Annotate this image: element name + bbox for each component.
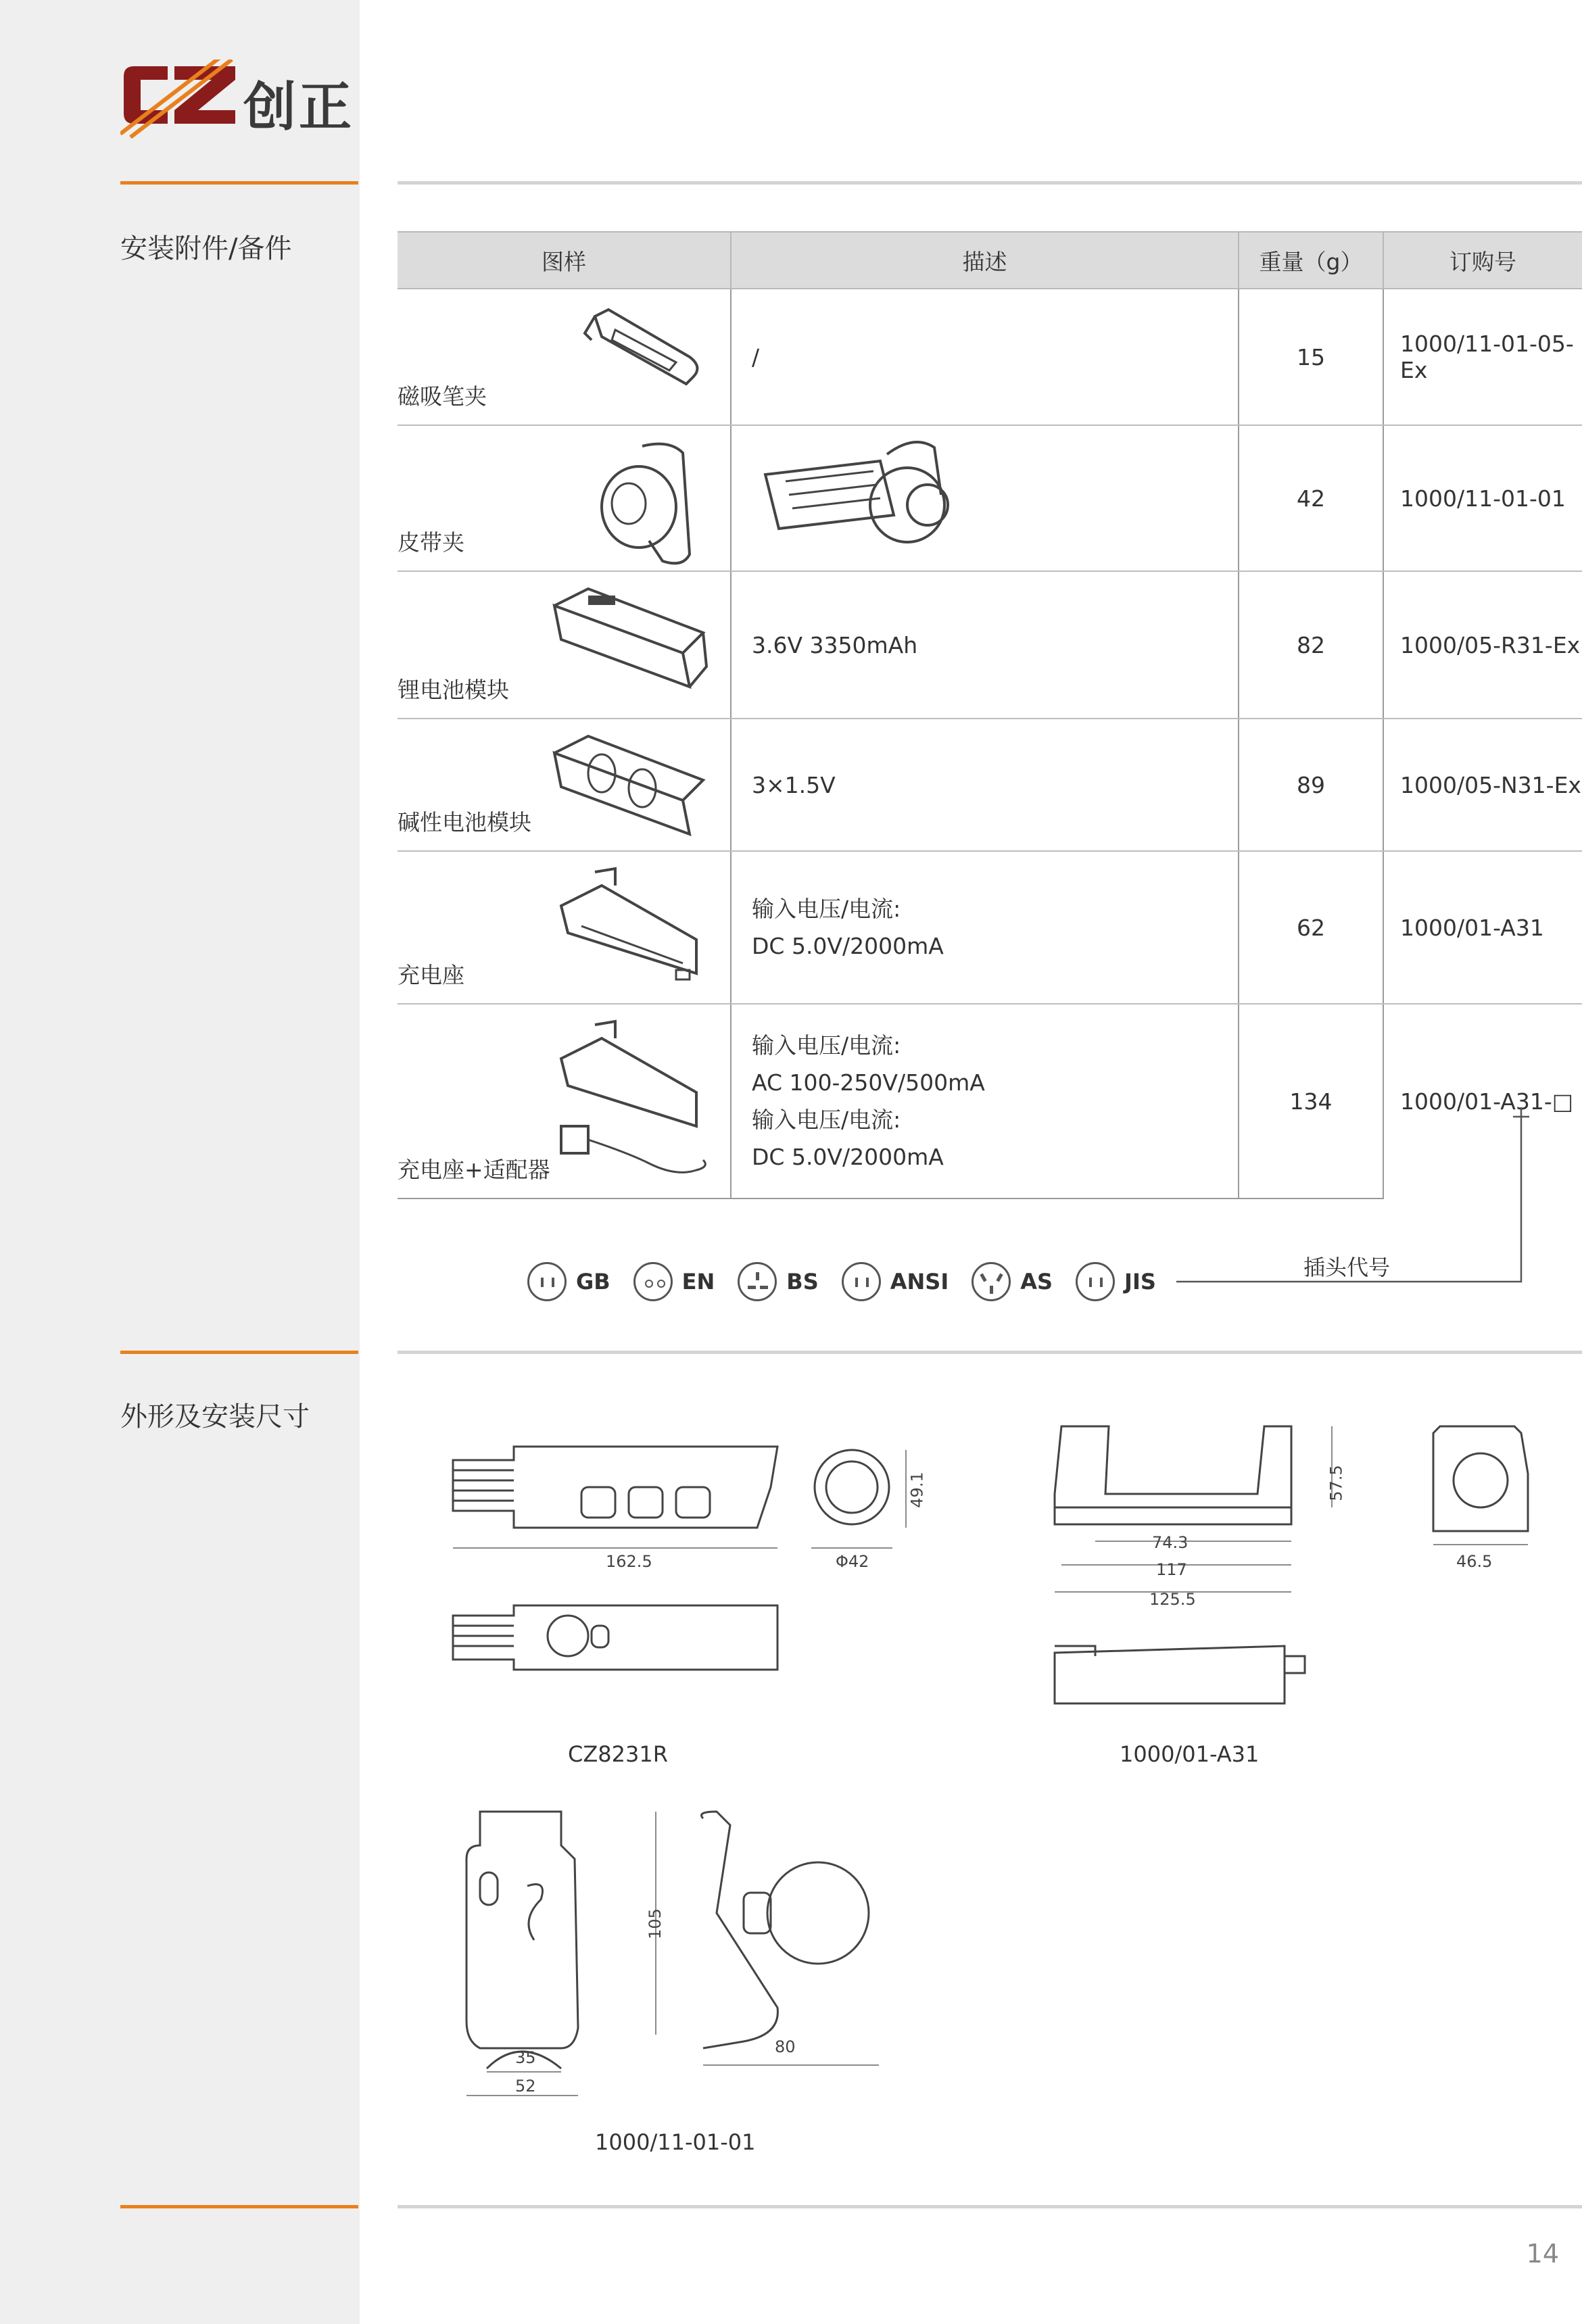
gb-plug-icon [527, 1262, 567, 1301]
item-name: 充电座+适配器 [398, 1157, 550, 1183]
order-number-cell: 1000/01-A31-□ [1383, 1004, 1582, 1199]
dim-label: 105 [645, 1908, 665, 1939]
belt-clip-drawing [460, 1805, 892, 2123]
plug-en [633, 1262, 715, 1301]
weight-cell: 89 [1239, 719, 1383, 851]
item-name: 碱性电池模块 [398, 809, 531, 836]
plug-gb [527, 1262, 610, 1301]
page-number: 14 [1526, 2239, 1559, 2269]
ansi-plug-icon [842, 1262, 881, 1301]
dimensions-section-title: 外形及安装尺寸 [120, 1401, 310, 1432]
left-sidebar [0, 0, 360, 2324]
plug-code-label: BS [786, 1269, 819, 1294]
plug-code-label: EN [681, 1269, 715, 1294]
dim-label: Φ42 [836, 1552, 869, 1571]
plug-code-list [527, 1255, 1179, 1309]
picture-cell [398, 571, 731, 719]
plug-code-label: GB [576, 1269, 610, 1294]
plug-code-caption: 插头代号 [1303, 1255, 1391, 1280]
en-plug-icon [633, 1262, 673, 1301]
desc-line: 输入电压/电流: [752, 1107, 901, 1133]
order-number-cell: 1000/01-A31 [1383, 851, 1582, 1004]
weight-cell: 62 [1239, 851, 1383, 1004]
desc-line: DC 5.0V/2000mA [752, 1144, 944, 1170]
desc-line: / [752, 343, 760, 370]
table-row [398, 571, 1582, 719]
dim-label: 57.5 [1326, 1465, 1346, 1501]
order-number-cell: 1000/05-R31-Ex [1383, 571, 1582, 719]
description-cell [731, 851, 1239, 1004]
charging-dock-icon [554, 865, 710, 987]
header-order-number: 订购号 [1383, 232, 1582, 289]
cz8231r-drawing [446, 1433, 960, 1737]
picture-cell [398, 719, 731, 851]
order-number-cell: 1000/11-01-01 [1383, 425, 1582, 571]
order-number-cell: 1000/05-N31-Ex [1383, 719, 1582, 851]
desc-line: 输入电压/电流: [752, 1032, 901, 1059]
item-name: 充电座 [398, 962, 464, 988]
drawing-caption: CZ8231R [568, 1741, 668, 1767]
picture-cell [398, 289, 731, 425]
header-description: 描述 [731, 232, 1239, 289]
table-header-row [398, 232, 1582, 289]
picture-cell [398, 1004, 731, 1199]
belt-clip-on-device-icon [759, 434, 961, 562]
description-cell [731, 571, 1239, 719]
desc-line: 输入电压/电流: [752, 896, 901, 922]
dim-label: 35 [515, 2048, 536, 2067]
plug-code-label: ANSI [890, 1269, 949, 1294]
as-plug-icon [972, 1262, 1011, 1301]
plug-bs [738, 1262, 818, 1301]
gray-rule-bottom [398, 2205, 1582, 2208]
dim-label: 74.3 [1152, 1533, 1189, 1552]
plug-as [972, 1262, 1053, 1301]
alkaline-battery-module-icon [548, 733, 710, 841]
plug-code-label: AS [1020, 1269, 1053, 1294]
orange-rule-mid [120, 1351, 358, 1354]
accessories-section-title: 安装附件/备件 [120, 233, 292, 264]
desc-line: AC 100-250V/500mA [752, 1069, 985, 1096]
bs-plug-icon [738, 1262, 777, 1301]
orange-rule-top [120, 181, 358, 185]
weight-cell: 42 [1239, 425, 1383, 571]
drawing-caption: 1000/01-A31 [1120, 1741, 1260, 1767]
belt-clip-icon [588, 439, 710, 568]
desc-line: 3×1.5V [752, 771, 836, 798]
brand-name: 创正 [243, 77, 355, 138]
plug-code-label: JIS [1124, 1269, 1156, 1294]
weight-cell: 82 [1239, 571, 1383, 719]
accessories-table [398, 231, 1582, 1199]
drawing-caption: 1000/11-01-01 [595, 2129, 756, 2155]
weight-cell: 15 [1239, 289, 1383, 425]
item-name: 磁吸笔夹 [398, 383, 487, 410]
lithium-battery-module-icon [548, 585, 710, 700]
item-name: 皮带夹 [398, 529, 464, 556]
dim-label: 80 [775, 2037, 796, 2056]
header-picture: 图样 [398, 232, 731, 289]
orange-rule-bottom [120, 2205, 358, 2208]
weight-cell: 134 [1239, 1004, 1383, 1199]
dim-label: 46.5 [1456, 1552, 1493, 1571]
jis-plug-icon [1076, 1262, 1115, 1301]
table-row [398, 289, 1582, 425]
charging-dock-drawing [1041, 1413, 1582, 1737]
dim-label: 52 [515, 2077, 536, 2096]
dim-label: 162.5 [606, 1552, 652, 1571]
header-weight: 重量（g） [1239, 232, 1383, 289]
plug-jis [1076, 1262, 1156, 1301]
picture-cell [398, 851, 731, 1004]
desc-line: DC 5.0V/2000mA [752, 933, 944, 959]
description-cell [731, 289, 1239, 425]
dim-label: 117 [1156, 1560, 1187, 1579]
item-name: 锂电池模块 [398, 677, 509, 703]
table-row [398, 425, 1582, 571]
description-cell [731, 719, 1239, 851]
gray-rule-top [398, 181, 1582, 185]
table-row [398, 719, 1582, 851]
gray-rule-mid [398, 1351, 1582, 1354]
magnetic-pen-clip-icon [575, 303, 710, 404]
dim-label: 125.5 [1149, 1590, 1196, 1609]
plug-ansi [842, 1262, 949, 1301]
description-cell [731, 425, 1239, 571]
order-number-cell: 1000/11-01-05-Ex [1383, 289, 1582, 425]
charging-dock-adapter-icon [548, 1018, 710, 1187]
desc-line: 3.6V 3350mAh [752, 631, 918, 658]
table-row [398, 851, 1582, 1004]
dim-label: 49.1 [907, 1472, 927, 1508]
picture-cell [398, 425, 731, 571]
